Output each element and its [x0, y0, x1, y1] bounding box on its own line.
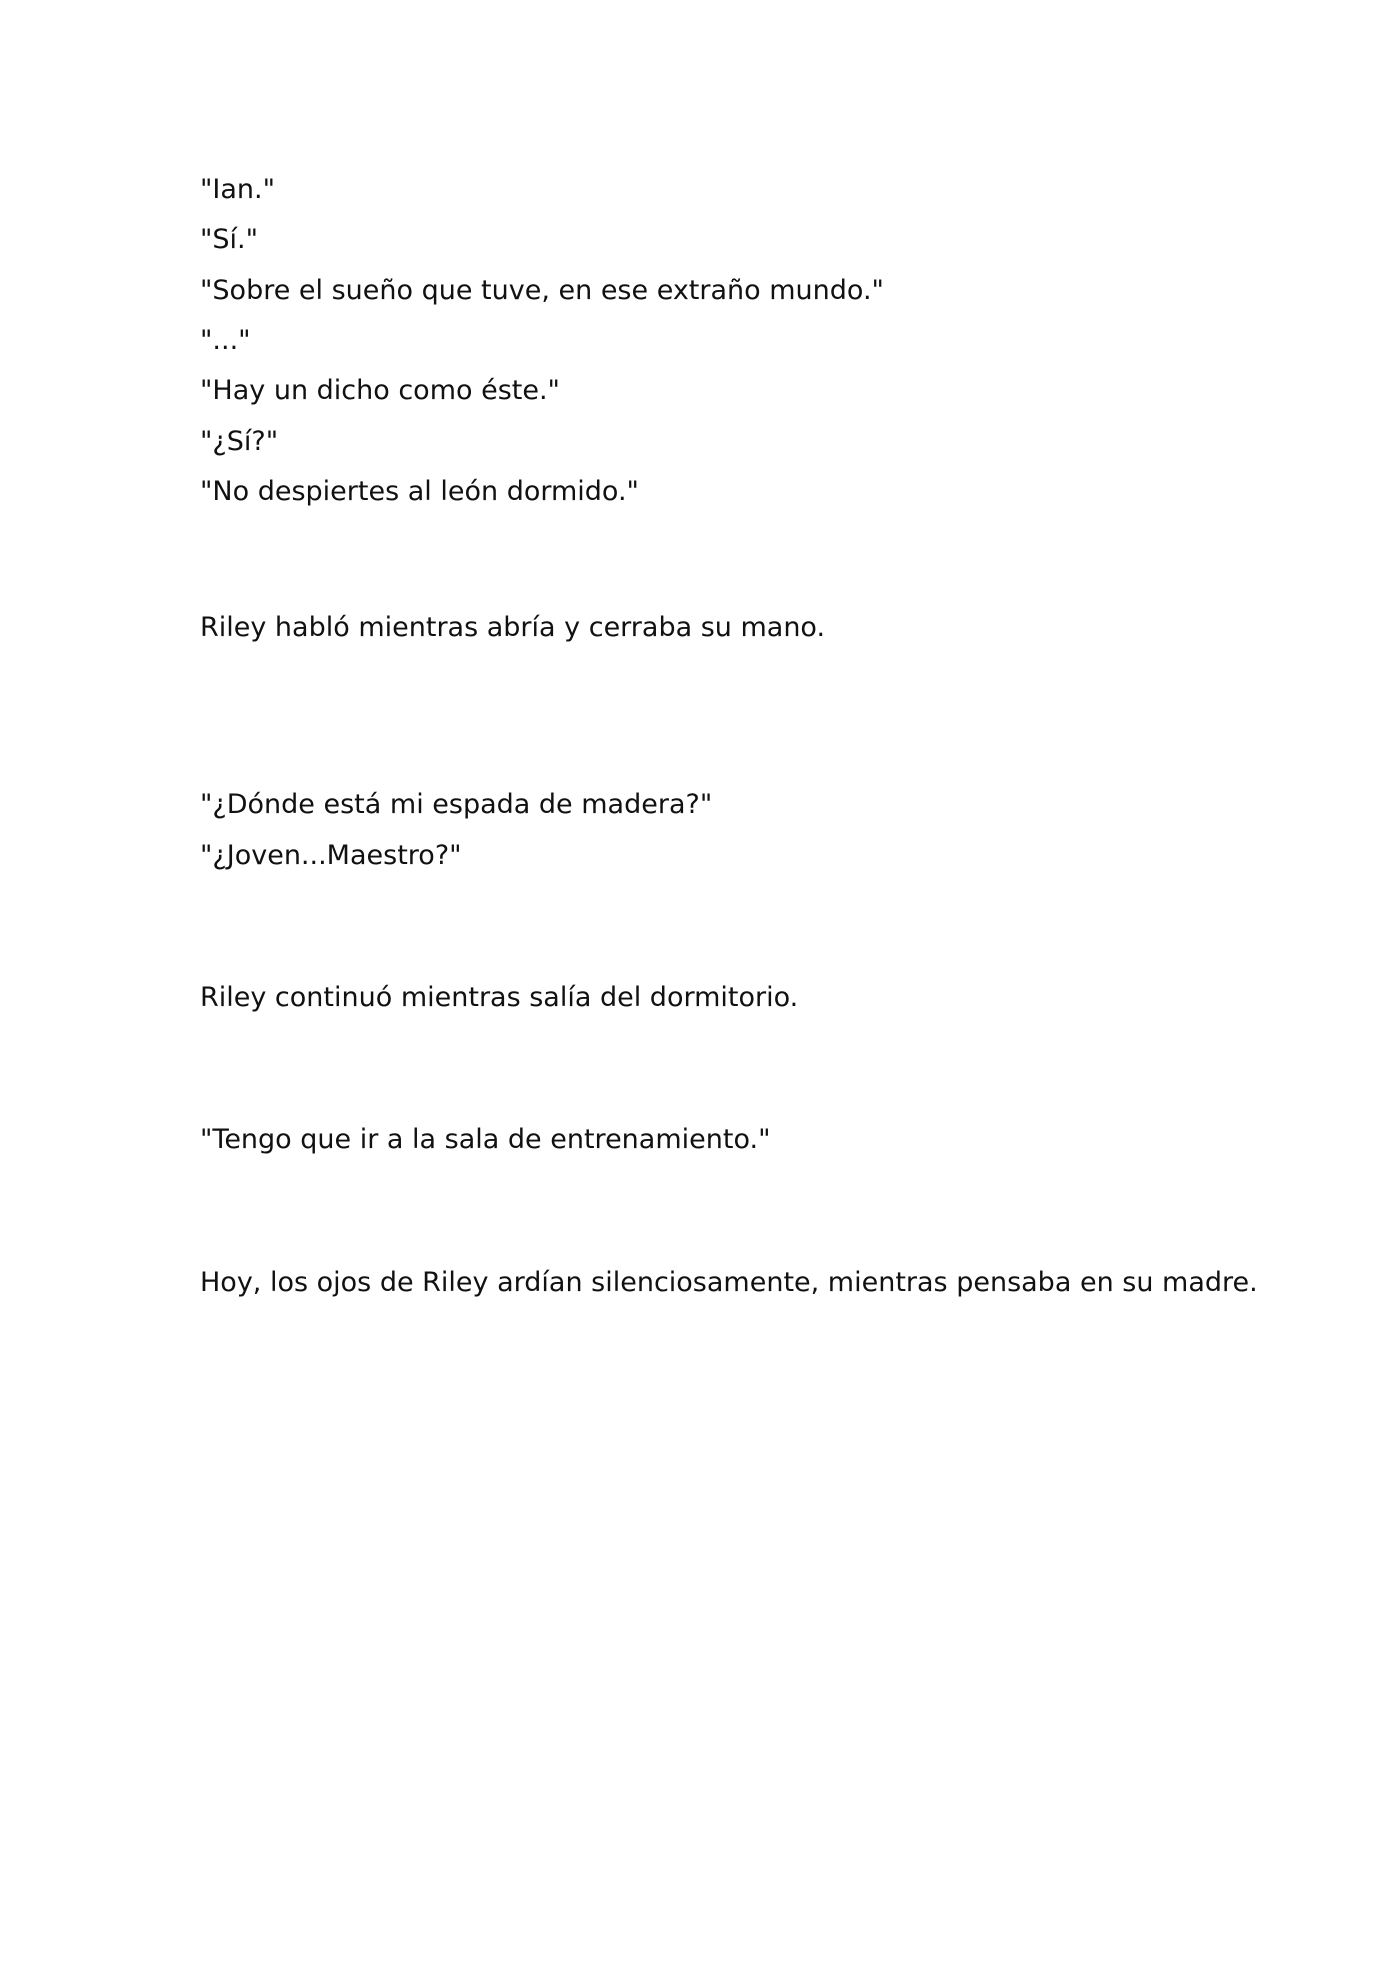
dialogue-line: "Tengo que ir a la sala de entrenamiento."	[200, 1124, 771, 1155]
narration-line: Riley habló mientras abría y cerraba su mano.	[200, 612, 826, 643]
dialogue-line: "Sobre el sueño que tuve, en ese extraño mundo."	[200, 275, 884, 306]
dialogue-line: "¿Dónde está mi espada de madera?"	[200, 789, 713, 820]
dialogue-line: "..."	[200, 325, 251, 356]
narration-line: Riley continuó mientras salía del dormitorio.	[200, 982, 799, 1013]
dialogue-line: "Sí."	[200, 224, 259, 255]
dialogue-line: "Ian."	[200, 174, 276, 205]
dialogue-line: "¿Sí?"	[200, 426, 279, 457]
dialogue-line: "Hay un dicho como éste."	[200, 375, 560, 406]
dialogue-line: "¿Joven...Maestro?"	[200, 840, 462, 871]
narration-line: Hoy, los ojos de Riley ardían silenciosamente, mientras pensaba en su madre.	[200, 1267, 1258, 1298]
dialogue-line: "No despiertes al león dormido."	[200, 476, 639, 507]
